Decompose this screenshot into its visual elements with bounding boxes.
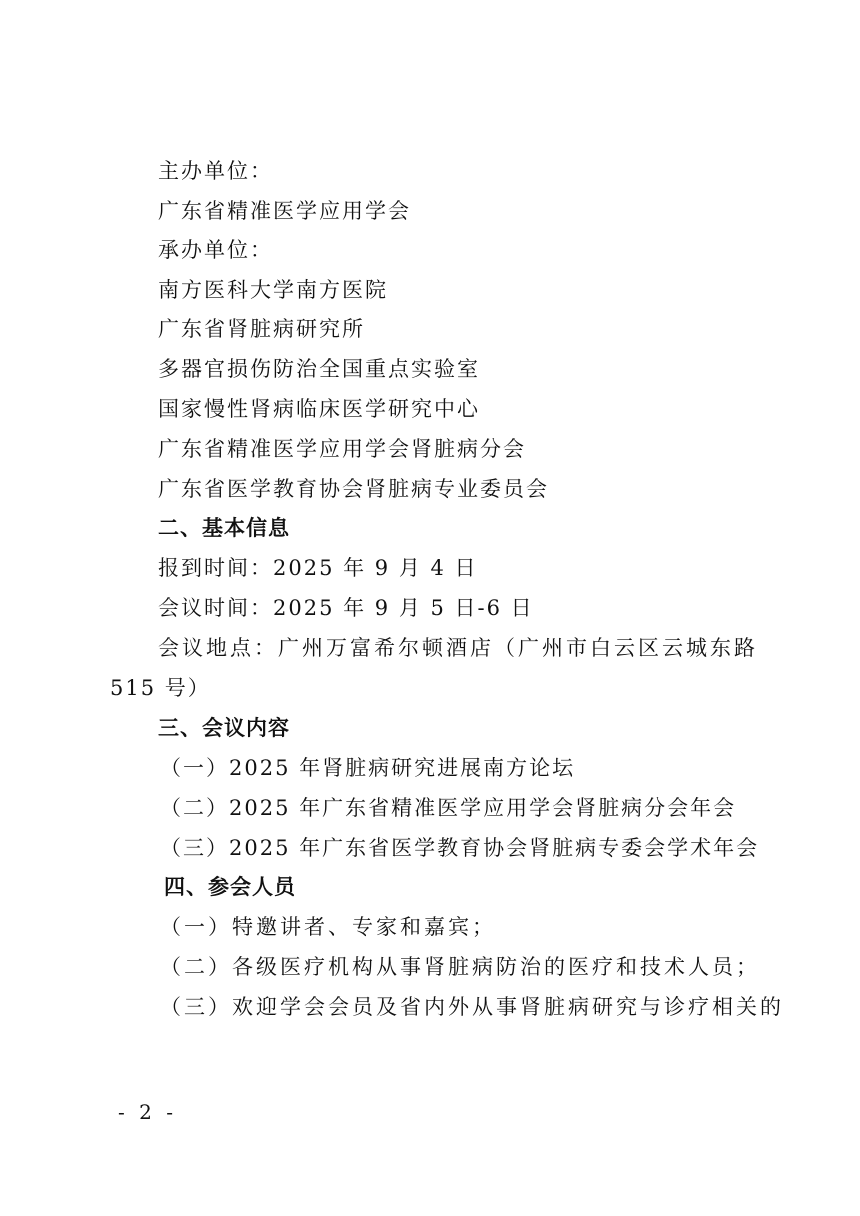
undertaker-org: 广东省医学教育协会肾脏病专业委员会 bbox=[158, 477, 549, 501]
section-heading: 四、参会人员 bbox=[164, 875, 296, 899]
undertaker-org: 国家慢性肾病临床医学研究中心 bbox=[158, 397, 480, 421]
undertaker-org: 广东省精准医学应用学会肾脏病分会 bbox=[158, 437, 526, 461]
undertaker-org: 多器官损伤防治全国重点实验室 bbox=[158, 357, 480, 381]
host-label: 主办单位： bbox=[158, 159, 273, 183]
attendee-item: （二）各级医疗机构从事肾脏病防治的医疗和技术人员； bbox=[160, 955, 760, 979]
venue-continued: 515 号） bbox=[110, 676, 211, 700]
undertaker-label: 承办单位： bbox=[158, 238, 273, 262]
undertaker-org: 南方医科大学南方医院 bbox=[158, 278, 388, 302]
attendee-item: （三）欢迎学会会员及省内外从事肾脏病研究与诊疗相关的 bbox=[160, 995, 784, 1019]
attendee-item: （一）特邀讲者、专家和嘉宾； bbox=[160, 915, 496, 939]
checkin-time: 报到时间：2025 年 9 月 4 日 bbox=[158, 556, 478, 580]
page-number: - 2 - bbox=[118, 1100, 177, 1124]
undertaker-org: 广东省肾脏病研究所 bbox=[158, 317, 365, 341]
host-org: 广东省精准医学应用学会 bbox=[158, 199, 411, 223]
meeting-time: 会议时间：2025 年 9 月 5 日-6 日 bbox=[158, 596, 534, 620]
section-heading: 二、基本信息 bbox=[158, 516, 290, 540]
content-item: （三）2025 年广东省医学教育协会肾脏病专委会学术年会 bbox=[160, 836, 760, 860]
section-heading: 三、会议内容 bbox=[158, 716, 290, 740]
content-item: （二）2025 年广东省精准医学应用学会肾脏病分会年会 bbox=[160, 796, 737, 820]
venue: 会议地点：广州万富希尔顿酒店（广州市白云区云城东路 bbox=[158, 636, 758, 660]
content-item: （一）2025 年肾脏病研究进展南方论坛 bbox=[160, 756, 576, 780]
